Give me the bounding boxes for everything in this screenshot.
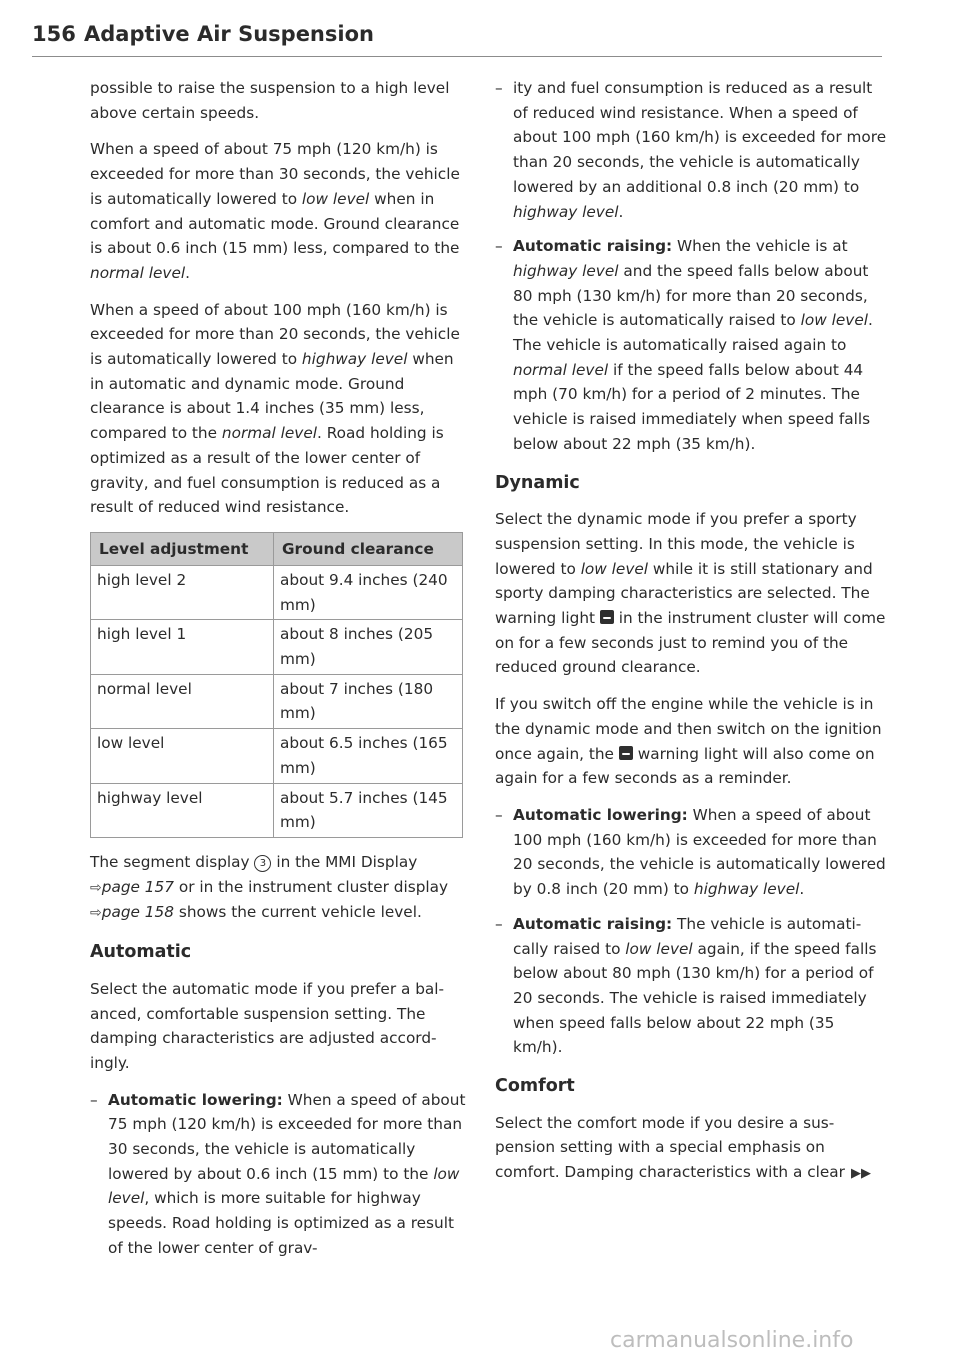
page-ref-link[interactable]: page 157	[101, 877, 174, 896]
section-title: Adaptive Air Suspension	[84, 22, 374, 46]
segment-display-paragraph: The segment display 3 in the MMI Display ⇨page 157 or in the instrument cluster display ⇨page 158 shows the current vehicle level.	[90, 852, 449, 922]
table-header: Ground clearance	[274, 532, 463, 565]
page-header	[32, 22, 882, 56]
table-cell: about 8 inches (205 mm)	[274, 620, 463, 674]
heading-automatic: Automatic	[90, 942, 192, 963]
heading-dynamic: Dynamic	[495, 472, 580, 493]
list-item: – Automatic raising: The vehicle is automatically raised to low level again, if the speed falls below about 80 mph (130 km/h) for a period of 20 seconds. The vehicle is raised immediately when speed falls below about 22 mph (35 km/h).	[495, 912, 888, 1060]
dynamic-list	[495, 803, 888, 1060]
table-cell: high level 2	[91, 565, 274, 619]
table-cell: high level 1	[91, 620, 274, 674]
table-cell: low level	[91, 729, 274, 783]
automatic-list-continued	[495, 76, 888, 457]
list-item: – Automatic lowering: When a speed of about 100 mph (160 km/h) is exceeded for more than 20 seconds, the vehicle is automatically lowered by 0.8 inch (20 mm) to highway level.	[495, 803, 888, 902]
page-number: 156	[32, 22, 76, 46]
page-ref-arrow-icon: ⇨	[90, 905, 102, 922]
suspension-warning-light-icon	[600, 610, 614, 624]
table-cell: about 9.4 inches (240 mm)	[274, 565, 463, 619]
dynamic-paragraph: Select the dynamic mode if you prefer a sporty suspension setting. In this mode, the vehicle is lowered to low level while it is still stationary and sporty damping characteristics are selected. The warning light in the instrument cluster will come on for a few seconds just to remind you of the reduced ground clearance.	[495, 510, 886, 677]
callout-number-icon: 3	[254, 855, 271, 872]
table-cell: normal level	[91, 674, 274, 728]
paragraph-low-level: When a speed of about 75 mph (120 km/h) is exceeded for more than 30 seconds, the vehicle is automatically lowered to low level when in comfort and automatic mode. Ground clearance is about 0.6 inch (15 mm) less, compared to the normal level.	[90, 140, 460, 282]
automatic-list	[90, 1088, 470, 1261]
list-item-continued: – ity and fuel consumption is reduced as a result of reduced wind resistance. When a speed of about 100 mph (160 km/h) is exceeded for more than 20 seconds, the vehicle is automatically lowered by an additional 0.8 inch (20 mm) to highway level.	[495, 76, 888, 224]
table-cell: about 6.5 inches (165 mm)	[274, 729, 463, 783]
list-item: – Automatic raising: When the vehicle is at highway level and the speed falls below about 80 mph (130 km/h) for more than 20 seconds, the vehicle is automatically raised to low level. The vehicle is automatically raised again to normal level if the speed falls below about 44 mph (70 km/h) for a period of 2 minutes. The vehicle is raised immediately when speed falls below about 22 mph (35 km/h).	[495, 234, 888, 456]
table-cell: about 7 inches (180 mm)	[274, 674, 463, 728]
table-cell: highway level	[91, 783, 274, 837]
table-row	[91, 565, 463, 619]
heading-comfort: Comfort	[495, 1076, 575, 1097]
table-cell: about 5.7 inches (145 mm)	[274, 783, 463, 837]
suspension-warning-light-icon	[619, 746, 633, 760]
watermark: carmanualsonline.info	[610, 1328, 854, 1353]
continue-arrow-icon: ▶▶	[850, 1166, 871, 1182]
header-divider	[32, 56, 882, 57]
comfort-paragraph: Select the comfort mode if you desire a suspension setting with a special emphasis on comfort. Damping characteristics with a clear ▶▶	[495, 1113, 871, 1182]
paragraph-highway-level: When a speed of about 100 mph (160 km/h) is exceeded for more than 20 seconds, the vehicle is automatically lowered to highway level when in automatic and dynamic mode. Ground clearance is about 1.4 inches (35 mm) less, compared to the normal level. Road holding is optimized as a result of the lower center of gravity, and fuel consumption is reduced as a result of reduced wind resistance.	[90, 300, 460, 517]
table-row	[91, 620, 463, 674]
left-column	[90, 76, 470, 1271]
table-row	[91, 729, 463, 783]
table-row	[91, 783, 463, 837]
table-row	[91, 674, 463, 728]
list-item: – Automatic lowering: When a speed of about 75 mph (120 km/h) is exceeded for more than 30 seconds, the vehicle is automatically lowered by about 0.6 inch (15 mm) to the low level, which is more suitable for highway speeds. Road holding is optimized as a result of the lower center of grav-	[90, 1088, 470, 1261]
page-ref-arrow-icon: ⇨	[90, 879, 102, 896]
table-header: Level adjustment	[91, 532, 274, 565]
dynamic-reminder-paragraph: If you switch off the engine while the vehicle is in the dynamic mode and then switch on the ignition once again, the warning light will also come on again for a few seconds as a reminder.	[495, 695, 882, 788]
level-table	[90, 532, 463, 838]
table-header-row	[91, 532, 463, 565]
automatic-paragraph: Select the automatic mode if you prefer a balanced, comfortable suspension setting. The damping characteristics are adjusted accordingly.	[90, 979, 445, 1072]
right-column	[495, 76, 888, 1199]
intro-paragraph: possible to raise the suspension to a high level above certain speeds.	[90, 79, 450, 122]
page-ref-link[interactable]: page 158	[101, 903, 174, 922]
